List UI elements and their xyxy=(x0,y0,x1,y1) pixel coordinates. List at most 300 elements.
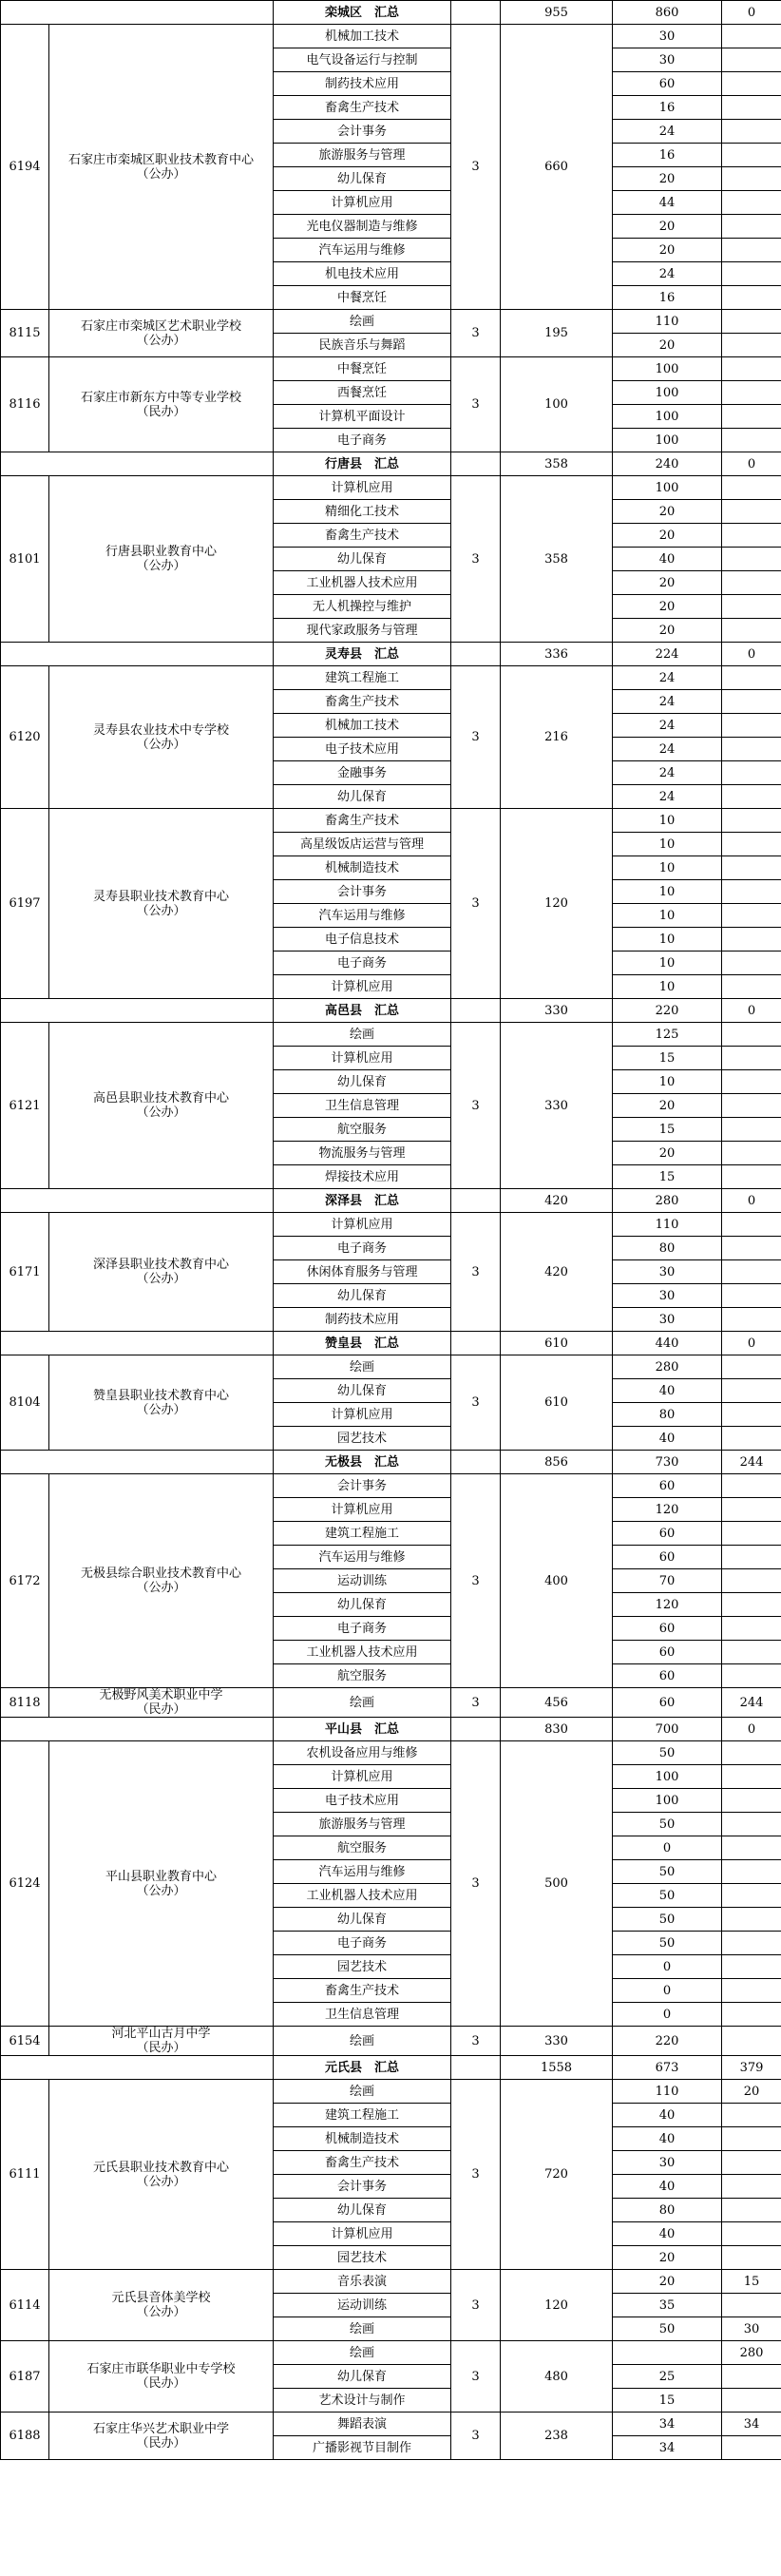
major-name: 会计事务 xyxy=(274,1474,451,1498)
plan-count: 24 xyxy=(613,785,722,809)
major-name: 金融事务 xyxy=(274,761,451,785)
school-years: 3 xyxy=(451,357,501,452)
plan-count: 10 xyxy=(613,904,722,928)
major-name: 卫生信息管理 xyxy=(274,1094,451,1118)
major-name: 现代家政服务与管理 xyxy=(274,619,451,643)
extra-count xyxy=(722,2003,781,2027)
school-name: 平山县职业教育中心 （公办） xyxy=(49,1741,274,2027)
extra-count xyxy=(722,1355,781,1379)
blank-cell xyxy=(1,1332,274,1355)
major-name: 电子技术应用 xyxy=(274,1789,451,1813)
extra-count xyxy=(722,1765,781,1789)
plan-count: 70 xyxy=(613,1569,722,1593)
plan-count: 60 xyxy=(613,1688,722,1718)
extra-count xyxy=(722,1979,781,2003)
extra-count xyxy=(722,1142,781,1165)
school-code: 6114 xyxy=(1,2270,49,2341)
plan-count: 40 xyxy=(613,2104,722,2127)
extra-count xyxy=(722,2175,781,2199)
school-total: 456 xyxy=(501,1688,613,1718)
major-name: 园艺技术 xyxy=(274,1427,451,1451)
major-name: 卫生信息管理 xyxy=(274,2003,451,2027)
district-total: 420 xyxy=(501,1189,613,1213)
extra-count xyxy=(722,1070,781,1094)
plan-count: 44 xyxy=(613,191,722,215)
table-row xyxy=(1,1741,781,1765)
extra-count: 244 xyxy=(722,1688,781,1718)
major-name: 机械制造技术 xyxy=(274,2127,451,2151)
extra-count xyxy=(722,738,781,761)
major-name: 汽车运用与维修 xyxy=(274,904,451,928)
blank-cell xyxy=(1,643,274,666)
plan-count: 50 xyxy=(613,1884,722,1908)
plan-count: 20 xyxy=(613,571,722,595)
extra-count xyxy=(722,524,781,548)
extra-count: 244 xyxy=(722,1451,781,1474)
plan-count: 40 xyxy=(613,2127,722,2151)
major-name: 计算机应用 xyxy=(274,1403,451,1427)
extra-count xyxy=(722,2294,781,2317)
blank-cell xyxy=(1,452,274,476)
extra-count xyxy=(722,928,781,952)
district-total: 1558 xyxy=(501,2056,613,2080)
plan-count: 110 xyxy=(613,310,722,334)
major-name: 机电技术应用 xyxy=(274,262,451,286)
extra-count xyxy=(722,286,781,310)
extra-count xyxy=(722,2151,781,2175)
district-summary-label: 行唐县 汇总 xyxy=(274,452,451,476)
plan-count: 34 xyxy=(613,2413,722,2436)
major-name: 西餐烹饪 xyxy=(274,381,451,405)
major-name: 机械加工技术 xyxy=(274,714,451,738)
table-row xyxy=(1,2341,781,2365)
major-name: 计算机应用 xyxy=(274,1047,451,1070)
extra-count xyxy=(722,785,781,809)
extra-count xyxy=(722,429,781,452)
major-name: 幼儿保育 xyxy=(274,548,451,571)
extra-count xyxy=(722,1237,781,1260)
plan-count: 10 xyxy=(613,975,722,999)
plan-count: 60 xyxy=(613,1474,722,1498)
extra-count: 0 xyxy=(722,999,781,1023)
school-total: 330 xyxy=(501,2027,613,2056)
district-summary-label: 高邑县 汇总 xyxy=(274,999,451,1023)
table-row xyxy=(1,2413,781,2436)
blank-cell xyxy=(1,1718,274,1741)
school-name: 赞皇县职业技术教育中心 （公办） xyxy=(49,1355,274,1451)
table-row xyxy=(1,25,781,48)
plan-count: 10 xyxy=(613,928,722,952)
extra-count: 0 xyxy=(722,1,781,25)
school-name: 行唐县职业教育中心 （公办） xyxy=(49,476,274,643)
school-code: 6194 xyxy=(1,25,49,310)
plan-count: 50 xyxy=(613,1813,722,1836)
major-name: 音乐表演 xyxy=(274,2270,451,2294)
plan-count: 10 xyxy=(613,1070,722,1094)
extra-count xyxy=(722,96,781,120)
school-years: 3 xyxy=(451,1688,501,1718)
plan-count: 100 xyxy=(613,1789,722,1813)
school-code: 6120 xyxy=(1,666,49,809)
major-name: 计算机应用 xyxy=(274,191,451,215)
extra-count xyxy=(722,1908,781,1932)
plan-count: 280 xyxy=(613,1355,722,1379)
major-name: 电子信息技术 xyxy=(274,928,451,952)
extra-count xyxy=(722,1308,781,1332)
school-name: 灵寿县职业技术教育中心 （公办） xyxy=(49,809,274,999)
years-cell xyxy=(451,1451,501,1474)
school-total: 720 xyxy=(501,2080,613,2270)
major-name: 精细化工技术 xyxy=(274,500,451,524)
plan-count: 24 xyxy=(613,714,722,738)
extra-count xyxy=(722,856,781,880)
major-name: 计算机应用 xyxy=(274,1765,451,1789)
plan-count: 60 xyxy=(613,1546,722,1569)
table-row xyxy=(1,809,781,833)
major-name: 电子技术应用 xyxy=(274,738,451,761)
plan-count: 16 xyxy=(613,96,722,120)
extra-count: 280 xyxy=(722,2341,781,2365)
district-summary-label: 赞皇县 汇总 xyxy=(274,1332,451,1355)
plan-count: 20 xyxy=(613,619,722,643)
extra-count xyxy=(722,571,781,595)
major-name: 运动训练 xyxy=(274,1569,451,1593)
school-total: 480 xyxy=(501,2341,613,2413)
plan-count: 224 xyxy=(613,643,722,666)
major-name: 中餐烹饪 xyxy=(274,286,451,310)
plan-count: 24 xyxy=(613,262,722,286)
plan-count: 0 xyxy=(613,1979,722,2003)
school-years: 3 xyxy=(451,1741,501,2027)
table-row xyxy=(1,476,781,500)
major-name: 航空服务 xyxy=(274,1836,451,1860)
major-name: 会计事务 xyxy=(274,120,451,144)
extra-count: 20 xyxy=(722,2080,781,2104)
plan-count: 60 xyxy=(613,1664,722,1688)
major-name: 电子商务 xyxy=(274,952,451,975)
plan-count: 24 xyxy=(613,761,722,785)
extra-count xyxy=(722,1741,781,1765)
plan-count: 16 xyxy=(613,144,722,167)
extra-count xyxy=(722,1569,781,1593)
major-name: 制药技术应用 xyxy=(274,72,451,96)
district-total: 610 xyxy=(501,1332,613,1355)
major-name: 农机设备应用与维修 xyxy=(274,1741,451,1765)
plan-count: 30 xyxy=(613,2151,722,2175)
school-years: 3 xyxy=(451,809,501,999)
plan-count: 20 xyxy=(613,215,722,239)
table-row xyxy=(1,1213,781,1237)
table-row xyxy=(1,357,781,381)
extra-count xyxy=(722,1884,781,1908)
plan-count: 34 xyxy=(613,2436,722,2460)
school-name: 河北平山古月中学 （民办） xyxy=(49,2027,274,2056)
plan-count: 10 xyxy=(613,833,722,856)
school-total: 500 xyxy=(501,1741,613,2027)
school-name: 深泽县职业技术教育中心 （公办） xyxy=(49,1213,274,1332)
major-name: 会计事务 xyxy=(274,2175,451,2199)
school-name: 元氏县职业技术教育中心 （公办） xyxy=(49,2080,274,2270)
blank-cell xyxy=(1,2056,274,2080)
extra-count xyxy=(722,1813,781,1836)
extra-count xyxy=(722,1213,781,1237)
school-total: 195 xyxy=(501,310,613,357)
major-name: 畜禽生产技术 xyxy=(274,1979,451,2003)
plan-count: 440 xyxy=(613,1332,722,1355)
extra-count xyxy=(722,1955,781,1979)
school-years: 3 xyxy=(451,1355,501,1451)
extra-count xyxy=(722,1023,781,1047)
major-name: 艺术设计与制作 xyxy=(274,2389,451,2413)
plan-count: 30 xyxy=(613,1260,722,1284)
major-name: 会计事务 xyxy=(274,880,451,904)
extra-count xyxy=(722,1284,781,1308)
summary-row xyxy=(1,2056,781,2080)
plan-count: 30 xyxy=(613,48,722,72)
years-cell xyxy=(451,2056,501,2080)
school-years: 3 xyxy=(451,476,501,643)
major-name: 汽车运用与维修 xyxy=(274,1860,451,1884)
extra-count: 30 xyxy=(722,2317,781,2341)
district-total: 830 xyxy=(501,1718,613,1741)
plan-count: 860 xyxy=(613,1,722,25)
extra-count xyxy=(722,619,781,643)
plan-count: 50 xyxy=(613,1860,722,1884)
extra-count xyxy=(722,239,781,262)
school-code: 6187 xyxy=(1,2341,49,2413)
district-summary-label: 无极县 汇总 xyxy=(274,1451,451,1474)
plan-count: 20 xyxy=(613,500,722,524)
extra-count xyxy=(722,2436,781,2460)
plan-count: 40 xyxy=(613,2222,722,2246)
plan-count: 40 xyxy=(613,548,722,571)
plan-count: 25 xyxy=(613,2365,722,2389)
extra-count: 34 xyxy=(722,2413,781,2436)
extra-count xyxy=(722,1047,781,1070)
district-summary-label: 元氏县 汇总 xyxy=(274,2056,451,2080)
plan-count: 15 xyxy=(613,1165,722,1189)
major-name: 畜禽生产技术 xyxy=(274,96,451,120)
extra-count xyxy=(722,1118,781,1142)
school-years: 3 xyxy=(451,2270,501,2341)
major-name: 绘画 xyxy=(274,2027,451,2056)
school-years: 3 xyxy=(451,2413,501,2460)
summary-row xyxy=(1,452,781,476)
major-name: 绘画 xyxy=(274,2080,451,2104)
extra-count xyxy=(722,1427,781,1451)
plan-count: 120 xyxy=(613,1498,722,1522)
major-name: 机械制造技术 xyxy=(274,856,451,880)
school-total: 100 xyxy=(501,357,613,452)
school-name: 元氏县音体美学校 （公办） xyxy=(49,2270,274,2341)
extra-count xyxy=(722,500,781,524)
plan-count: 80 xyxy=(613,1237,722,1260)
major-name: 汽车运用与维修 xyxy=(274,1546,451,1569)
school-years: 3 xyxy=(451,2341,501,2413)
summary-row xyxy=(1,999,781,1023)
extra-count xyxy=(722,191,781,215)
plan-count: 10 xyxy=(613,809,722,833)
extra-count: 0 xyxy=(722,1189,781,1213)
extra-count xyxy=(722,1260,781,1284)
extra-count xyxy=(722,48,781,72)
major-name: 机械加工技术 xyxy=(274,25,451,48)
plan-count: 80 xyxy=(613,1403,722,1427)
plan-count: 20 xyxy=(613,2270,722,2294)
plan-count: 50 xyxy=(613,1741,722,1765)
school-years: 3 xyxy=(451,25,501,310)
plan-count: 20 xyxy=(613,239,722,262)
summary-row xyxy=(1,1718,781,1741)
extra-count xyxy=(722,1664,781,1688)
extra-count xyxy=(722,666,781,690)
extra-count xyxy=(722,595,781,619)
plan-count: 20 xyxy=(613,167,722,191)
table-row xyxy=(1,1474,781,1498)
extra-count: 0 xyxy=(722,1718,781,1741)
plan-count: 24 xyxy=(613,690,722,714)
school-total: 120 xyxy=(501,2270,613,2341)
plan-count: 0 xyxy=(613,1955,722,1979)
extra-count xyxy=(722,1932,781,1955)
major-name: 计算机应用 xyxy=(274,1213,451,1237)
school-name: 石家庄市联华职业中专学校 （民办） xyxy=(49,2341,274,2413)
plan-count: 100 xyxy=(613,429,722,452)
major-name: 园艺技术 xyxy=(274,1955,451,1979)
table-row xyxy=(1,2027,781,2056)
extra-count xyxy=(722,1474,781,1498)
plan-count: 20 xyxy=(613,2246,722,2270)
blank-cell xyxy=(1,1,274,25)
plan-count: 20 xyxy=(613,1142,722,1165)
extra-count xyxy=(722,2104,781,2127)
plan-count: 220 xyxy=(613,999,722,1023)
major-name: 计算机应用 xyxy=(274,2222,451,2246)
plan-count: 100 xyxy=(613,476,722,500)
major-name: 工业机器人技术应用 xyxy=(274,1641,451,1664)
summary-row xyxy=(1,1,781,25)
extra-count xyxy=(722,2199,781,2222)
school-total: 420 xyxy=(501,1213,613,1332)
extra-count xyxy=(722,2365,781,2389)
table-row xyxy=(1,1355,781,1379)
extra-count xyxy=(722,381,781,405)
plan-count: 0 xyxy=(613,1836,722,1860)
school-total: 610 xyxy=(501,1355,613,1451)
school-name: 灵寿县农业技术中专学校 （公办） xyxy=(49,666,274,809)
extra-count xyxy=(722,2389,781,2413)
school-years: 3 xyxy=(451,666,501,809)
plan-count: 15 xyxy=(613,2389,722,2413)
plan-count: 50 xyxy=(613,1908,722,1932)
extra-count: 15 xyxy=(722,2270,781,2294)
major-name: 计算机平面设计 xyxy=(274,405,451,429)
years-cell xyxy=(451,452,501,476)
major-name: 高星级饭店运营与管理 xyxy=(274,833,451,856)
plan-count: 60 xyxy=(613,1641,722,1664)
extra-count xyxy=(722,1860,781,1884)
plan-count: 60 xyxy=(613,72,722,96)
major-name: 计算机应用 xyxy=(274,1498,451,1522)
plan-count: 20 xyxy=(613,595,722,619)
district-summary-label: 灵寿县 汇总 xyxy=(274,643,451,666)
extra-count xyxy=(722,1522,781,1546)
extra-count xyxy=(722,1641,781,1664)
district-total: 336 xyxy=(501,643,613,666)
plan-count xyxy=(613,2341,722,2365)
major-name: 绘画 xyxy=(274,2317,451,2341)
school-code: 8116 xyxy=(1,357,49,452)
major-name: 汽车运用与维修 xyxy=(274,239,451,262)
extra-count xyxy=(722,334,781,357)
plan-count: 110 xyxy=(613,2080,722,2104)
extra-count: 379 xyxy=(722,2056,781,2080)
plan-count: 280 xyxy=(613,1189,722,1213)
major-name: 幼儿保育 xyxy=(274,1284,451,1308)
major-name: 电气设备运行与控制 xyxy=(274,48,451,72)
district-total: 856 xyxy=(501,1451,613,1474)
extra-count xyxy=(722,2222,781,2246)
extra-count xyxy=(722,952,781,975)
plan-count: 125 xyxy=(613,1023,722,1047)
school-total: 400 xyxy=(501,1474,613,1688)
plan-count: 10 xyxy=(613,856,722,880)
major-name: 无人机操控与维护 xyxy=(274,595,451,619)
extra-count xyxy=(722,1617,781,1641)
table-row xyxy=(1,1688,781,1718)
plan-count: 673 xyxy=(613,2056,722,2080)
extra-count xyxy=(722,120,781,144)
major-name: 电子商务 xyxy=(274,1932,451,1955)
district-summary-label: 平山县 汇总 xyxy=(274,1718,451,1741)
school-name: 无极县综合职业技术教育中心 （公办） xyxy=(49,1474,274,1688)
extra-count xyxy=(722,1403,781,1427)
district-total: 358 xyxy=(501,452,613,476)
school-name: 石家庄市栾城区职业技术教育中心 （公办） xyxy=(49,25,274,310)
major-name: 建筑工程施工 xyxy=(274,2104,451,2127)
school-code: 6154 xyxy=(1,2027,49,2056)
school-years: 3 xyxy=(451,1023,501,1189)
major-name: 工业机器人技术应用 xyxy=(274,571,451,595)
school-total: 660 xyxy=(501,25,613,310)
blank-cell xyxy=(1,999,274,1023)
extra-count xyxy=(722,25,781,48)
major-name: 幼儿保育 xyxy=(274,785,451,809)
school-code: 6172 xyxy=(1,1474,49,1688)
blank-cell xyxy=(1,1451,274,1474)
extra-count xyxy=(722,714,781,738)
major-name: 焊接技术应用 xyxy=(274,1165,451,1189)
extra-count xyxy=(722,476,781,500)
major-name: 幼儿保育 xyxy=(274,1070,451,1094)
plan-count: 120 xyxy=(613,1593,722,1617)
plan-count: 220 xyxy=(613,2027,722,2056)
school-name: 石家庄市栾城区艺术职业学校 （公办） xyxy=(49,310,274,357)
extra-count xyxy=(722,262,781,286)
plan-count: 240 xyxy=(613,452,722,476)
major-name: 绘画 xyxy=(274,1023,451,1047)
plan-count: 35 xyxy=(613,2294,722,2317)
summary-row xyxy=(1,1451,781,1474)
extra-count xyxy=(722,904,781,928)
plan-count: 10 xyxy=(613,880,722,904)
plan-count: 20 xyxy=(613,1094,722,1118)
major-name: 航空服务 xyxy=(274,1664,451,1688)
extra-count xyxy=(722,1165,781,1189)
major-name: 畜禽生产技术 xyxy=(274,809,451,833)
extra-count xyxy=(722,72,781,96)
plan-count: 110 xyxy=(613,1213,722,1237)
